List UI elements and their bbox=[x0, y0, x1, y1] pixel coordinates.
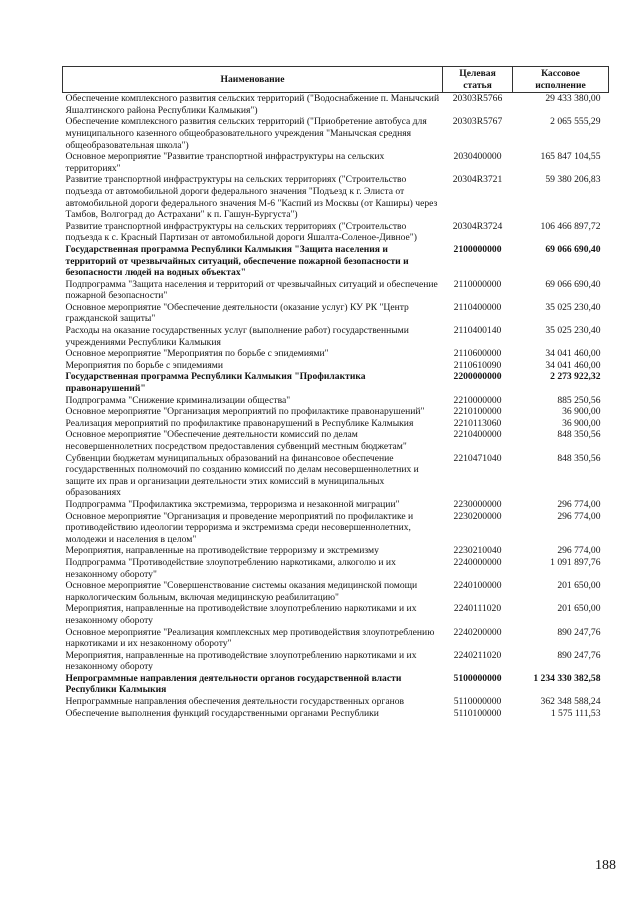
table-row bbox=[63, 499, 609, 511]
row-name-cell: Мероприятия, направленные на противодействие терроризму и экстремизму bbox=[65, 545, 379, 557]
row-amount-cell: 1 575 111,53 bbox=[550, 707, 601, 719]
row-name-cell: Основное мероприятие "Мероприятия по борьбе с эпидемиями" bbox=[65, 348, 329, 360]
row-code-cell: 2210113060 bbox=[453, 417, 502, 429]
row-code-cell: 20304R3724 bbox=[452, 220, 503, 232]
row-code-cell: 2240111020 bbox=[453, 603, 502, 615]
row-amount-cell: 69 066 690,40 bbox=[545, 243, 601, 255]
row-name-cell: Основное мероприятие "Организация и проведение мероприятий по профилактике и противодействию идеологии терроризма и экстремизма среди несовершеннолетних, молодежи и населения в целом" bbox=[65, 510, 414, 545]
row-code-cell: 2210400000 bbox=[453, 429, 502, 441]
row-amount-cell: 36 900,00 bbox=[562, 406, 601, 418]
row-amount-cell: 59 380 206,83 bbox=[545, 174, 601, 186]
row-code-cell: 2240211020 bbox=[453, 649, 502, 661]
row-name-cell: Развитие транспортной инфраструктуры на сельских территориях ("Строительство подъезда к с. Красный Партизан от автомобильной дороги Яшалта-Соленое-Дивное") bbox=[65, 220, 417, 244]
table-row bbox=[63, 627, 609, 650]
row-name-cell: Обеспечение комплексного развития сельских территорий ("Водоснабжение п. Манычский Яшалтинского района Республики Калмыкия") bbox=[65, 93, 440, 116]
table-row bbox=[63, 325, 609, 348]
table-row bbox=[63, 174, 609, 220]
row-amount-cell: 2 273 922,32 bbox=[550, 371, 601, 383]
row-code-cell: 5110000000 bbox=[453, 696, 502, 708]
row-name-cell: Субвенции бюджетам муниципальных образований на финансовое обеспечение государственных полномочий по созданию комиссий по делам несовершеннолетних и защите их прав и организации деятельности этих комиссий в муниципальных образованиях bbox=[65, 452, 419, 499]
table-row bbox=[63, 244, 609, 279]
row-code-cell: 2240000000 bbox=[453, 556, 502, 568]
row-name-cell: Основное мероприятие "Совершенствование системы оказания медицинской помощи наркологическим больным, включая медицинскую реабилитацию" bbox=[65, 580, 418, 603]
row-amount-cell: 296 774,00 bbox=[557, 545, 601, 557]
table-row bbox=[63, 395, 609, 407]
table-row bbox=[63, 511, 609, 546]
table-row bbox=[63, 557, 609, 580]
row-amount-cell: 34 041 460,00 bbox=[545, 359, 601, 371]
table-row bbox=[63, 696, 609, 708]
row-amount-cell: 201 650,00 bbox=[557, 580, 601, 592]
table-row bbox=[63, 580, 609, 603]
row-amount-cell: 296 774,00 bbox=[557, 510, 601, 522]
row-name-cell: Основное мероприятие "Обеспечение деятельности (оказание услуг) КУ РК "Центр гражданской защиты" bbox=[65, 301, 409, 325]
page-number: 188 bbox=[595, 858, 616, 873]
row-amount-cell: 165 847 104,55 bbox=[540, 151, 601, 163]
row-name-cell: Подпрограмма "Защита населения и территорий от чрезвычайных ситуаций и обеспечение пожарной безопасности" bbox=[65, 278, 438, 302]
row-amount-cell: 69 066 690,40 bbox=[545, 278, 601, 290]
row-name-cell: Развитие транспортной инфраструктуры на сельских территориях ("Строительство подъезда от автомобильной дороги федерального значения "Подъезд к г. Элиста от автомобильной дороги федерального значения М-6 "Каспий из Москвы (от Каширы) через Тамбов, Волгоград до Астрахани" к п. Гашун-Бургуста") bbox=[65, 174, 438, 221]
row-name-cell: Подпрограмма "Снижение криминализации общества" bbox=[65, 394, 291, 406]
row-name-cell: Обеспечение выполнения функций государственными органами Республики bbox=[65, 707, 379, 719]
row-code-cell: 5100000000 bbox=[453, 672, 502, 684]
row-code-cell: 2110600000 bbox=[453, 348, 502, 360]
table-row bbox=[63, 673, 609, 696]
row-code-cell: 2110610090 bbox=[453, 359, 502, 371]
table-row bbox=[63, 650, 609, 673]
row-amount-cell: 36 900,00 bbox=[562, 417, 601, 429]
row-amount-cell: 362 348 588,24 bbox=[540, 696, 601, 708]
table-body bbox=[63, 93, 609, 720]
row-code-cell: 20304R3721 bbox=[452, 174, 503, 186]
row-amount-cell: 2 065 555,29 bbox=[550, 116, 601, 128]
row-amount-cell: 201 650,00 bbox=[557, 603, 601, 615]
header-cash-execution: Кассовое исполнение bbox=[513, 67, 609, 93]
row-code-cell: 2100000000 bbox=[453, 243, 502, 255]
row-amount-cell: 35 025 230,40 bbox=[545, 301, 601, 313]
table-row bbox=[63, 371, 609, 394]
row-code-cell: 2230200000 bbox=[453, 510, 502, 522]
table-row bbox=[63, 603, 609, 626]
row-name-cell: Мероприятия по борьбе с эпидемиями bbox=[65, 359, 223, 371]
row-code-cell: 20303R5766 bbox=[452, 93, 503, 105]
row-amount-cell: 296 774,00 bbox=[557, 498, 601, 510]
header-name: Наименование bbox=[63, 67, 443, 93]
row-code-cell: 2230000000 bbox=[453, 498, 502, 510]
row-name-cell: Мероприятия, направленные на противодействие злоупотреблению наркотиками и их незаконному обороту bbox=[65, 649, 417, 673]
row-name-cell: Государственная программа Республики Калмыкия "Профилактика правонарушений" bbox=[65, 371, 366, 395]
row-name-cell: Государственная программа Республики Калмыкия "Защита населения и территорий от чрезвычайных ситуаций, обеспечение пожарной безопасности и безопасности людей на водных объектах" bbox=[65, 243, 409, 279]
row-name-cell: Расходы на оказание государственных услуг (выполнение работ) государственными учреждениями Республики Калмыкия bbox=[65, 325, 409, 348]
row-amount-cell: 35 025 230,40 bbox=[545, 325, 601, 337]
row-amount-cell: 848 350,56 bbox=[557, 429, 601, 441]
table-row bbox=[63, 360, 609, 372]
row-amount-cell: 890 247,76 bbox=[557, 649, 601, 661]
table-row bbox=[63, 116, 609, 151]
row-code-cell: 2210000000 bbox=[453, 394, 502, 406]
budget-execution-table bbox=[62, 66, 609, 719]
table-row bbox=[63, 418, 609, 430]
table-row bbox=[63, 453, 609, 499]
row-code-cell: 20303R5767 bbox=[452, 116, 503, 128]
table-row bbox=[63, 708, 609, 720]
row-code-cell: 2240100000 bbox=[453, 580, 502, 592]
row-amount-cell: 34 041 460,00 bbox=[545, 348, 601, 360]
row-name-cell: Подпрограмма "Профилактика экстремизма, терроризма и незаконной миграции" bbox=[65, 498, 400, 510]
table-row bbox=[63, 348, 609, 360]
row-amount-cell: 890 247,76 bbox=[557, 626, 601, 638]
row-name-cell: Мероприятия, направленные на противодействие злоупотреблению наркотиками и их незаконному обороту bbox=[65, 603, 417, 626]
row-code-cell: 2210100000 bbox=[453, 406, 502, 418]
row-amount-cell: 1 234 330 382,58 bbox=[533, 672, 601, 684]
header-target-article: Целевая статья bbox=[443, 67, 513, 93]
row-code-cell: 5110100000 bbox=[453, 707, 502, 719]
table-row bbox=[63, 93, 609, 117]
row-name-cell: Основное мероприятие "Организация мероприятий по профилактике правонарушений" bbox=[65, 406, 425, 418]
row-code-cell: 2110400140 bbox=[453, 325, 502, 337]
row-name-cell: Основное мероприятие "Обеспечение деятельности комиссий по делам несовершеннолетних посредством предоставления субвенций местным бюджетам" bbox=[65, 429, 407, 452]
row-code-cell: 2210471040 bbox=[453, 452, 502, 464]
row-name-cell: Обеспечение комплексного развития сельских территорий ("Приобретение автобуса для муниципального казенного общеобразовательного учреждения "Манычская средняя общеобразовательная школа") bbox=[65, 116, 427, 151]
row-name-cell: Основное мероприятие "Реализация комплексных мер противодействия злоупотреблению наркотиками и их незаконному обороту" bbox=[65, 626, 435, 650]
row-amount-cell: 1 091 897,76 bbox=[550, 556, 601, 568]
row-code-cell: 2200000000 bbox=[453, 371, 502, 383]
table-row bbox=[63, 279, 609, 302]
table-row bbox=[63, 151, 609, 174]
row-amount-cell: 848 350,56 bbox=[557, 452, 601, 464]
table-row bbox=[63, 221, 609, 244]
row-code-cell: 2110000000 bbox=[453, 278, 502, 290]
table-header-row bbox=[63, 67, 609, 93]
row-amount-cell: 29 433 380,00 bbox=[545, 93, 601, 105]
row-code-cell: 2230210040 bbox=[453, 545, 502, 557]
table-row bbox=[63, 545, 609, 557]
row-code-cell: 2240200000 bbox=[453, 626, 502, 638]
table-row bbox=[63, 429, 609, 452]
table-row bbox=[63, 302, 609, 325]
row-amount-cell: 885 250,56 bbox=[557, 394, 601, 406]
row-amount-cell: 106 466 897,72 bbox=[540, 220, 601, 232]
row-code-cell: 2030400000 bbox=[453, 151, 502, 163]
row-name-cell: Основное мероприятие "Развитие транспортной инфраструктуры на сельских территориях" bbox=[65, 151, 385, 174]
row-name-cell: Подпрограмма "Противодействие злоупотреблению наркотиками, алкоголю и их незаконному обороту" bbox=[65, 556, 396, 580]
table-row bbox=[63, 406, 609, 418]
row-name-cell: Реализация мероприятий по профилактике правонарушений в Республике Калмыкия bbox=[65, 417, 414, 429]
row-name-cell: Непрограммные направления обеспечения деятельности государственных органов bbox=[65, 696, 405, 708]
row-name-cell: Непрограммные направления деятельности органов государственной власти Республики Калмыкия bbox=[65, 672, 402, 696]
row-code-cell: 2110400000 bbox=[453, 301, 502, 313]
